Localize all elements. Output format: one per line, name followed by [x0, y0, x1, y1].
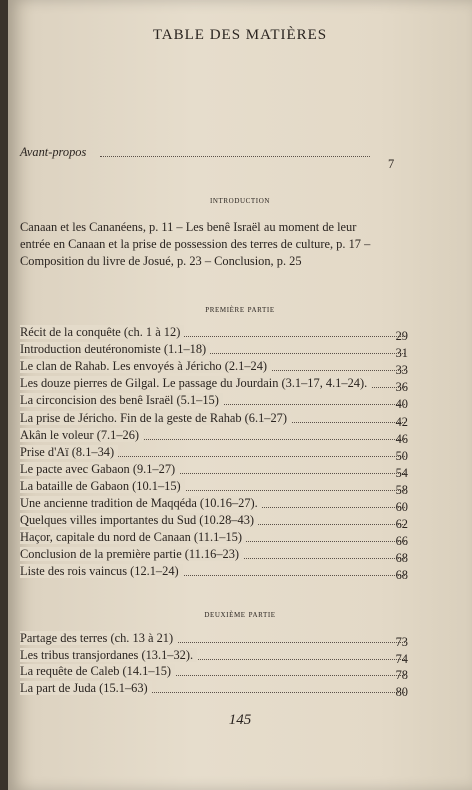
toc-entry	[20, 427, 405, 443]
toc-entry-page: 31	[395, 346, 408, 361]
toc-entry-label: Liste des rois vaincus (12.1–24)	[20, 564, 183, 578]
toc-entry	[20, 680, 405, 696]
toc-entry	[20, 444, 405, 460]
toc-entry-label: Prise d'Aï (8.1–34)	[20, 445, 118, 459]
toc-entry-label: La prise de Jéricho. Fin de la geste de Rahab (6.1–27)	[20, 411, 291, 425]
avant-propos-page: 7	[388, 157, 395, 171]
toc-entry	[20, 495, 405, 511]
leader-dots	[100, 156, 370, 157]
toc-entry-label: Le clan de Rahab. Les envoyés à Jéricho (2.1–24)	[20, 359, 271, 373]
toc-entry	[20, 529, 405, 545]
page-title: TABLE DES MATIÈRES	[152, 27, 328, 43]
toc-entry-page: 46	[395, 431, 408, 446]
toc-entry-label: Conclusion de la première partie (11.16–23)	[20, 547, 243, 561]
toc-entry-label: La part de Juda (15.1–63)	[20, 681, 152, 695]
toc-entry-label: Haçor, capitale du nord de Canaan (11.1–15)	[20, 530, 246, 544]
toc-entry	[20, 375, 405, 391]
toc-entry-label: Quelques villes importantes du Sud (10.28–43)	[20, 513, 258, 527]
toc-entry	[20, 512, 405, 528]
book-page	[8, 0, 472, 790]
toc-entry-page: 80	[395, 684, 408, 699]
toc-entry-page: 58	[395, 482, 408, 497]
toc-entry-page: 60	[395, 500, 408, 514]
toc-entry-page: 73	[395, 635, 408, 649]
toc-entry	[20, 358, 405, 374]
toc-entry-page: 50	[395, 448, 408, 463]
toc-entry-page: 40	[395, 397, 408, 412]
page-number: 145	[228, 712, 252, 728]
section-heading-introduction: introduction	[209, 196, 271, 206]
toc-entry	[20, 630, 405, 646]
avant-propos-label: Avant-propos	[20, 145, 87, 159]
toc-entry	[20, 563, 405, 579]
toc-entry	[20, 647, 405, 663]
toc-entry	[20, 392, 405, 408]
toc-entry-label: Les douze pierres de Gilgal. Le passage du Jourdain (3.1–17, 4.1–24).	[20, 376, 371, 390]
toc-entry-label: Une ancienne tradition de Maqqéda (10.16–27).	[20, 496, 262, 510]
toc-entry-page: 36	[395, 380, 408, 395]
toc-entry-label: La circoncision des benê Israël (5.1–15)	[20, 393, 223, 407]
toc-entry	[20, 478, 405, 494]
toc-entry-label: La requête de Caleb (14.1–15)	[20, 664, 175, 678]
toc-entry-page: 33	[395, 363, 408, 378]
toc-entry-page: 68	[395, 568, 408, 583]
section-heading-premiere-partie: première partie	[205, 305, 275, 315]
toc-entry	[20, 410, 405, 426]
toc-entry-label: La bataille de Gabaon (10.1–15)	[20, 479, 185, 493]
toc-entry-label: Akân le voleur (7.1–26)	[20, 428, 143, 442]
toc-entry-page: 54	[395, 465, 408, 480]
toc-entry	[20, 663, 405, 679]
toc-entry-page: 68	[395, 551, 408, 566]
toc-entry-page: 62	[395, 517, 408, 532]
introduction-line: Composition du livre de Josué, p. 23 – Conclusion, p. 25	[20, 254, 302, 268]
introduction-line: Canaan et les Cananéens, p. 11 – Les benê Israël au moment de leur	[20, 220, 357, 234]
toc-entry-page: 29	[395, 329, 408, 343]
toc-entry-label: Introduction deutéronomiste (1.1–18)	[20, 342, 210, 356]
introduction-paragraph	[20, 219, 460, 270]
toc-entry	[20, 341, 405, 357]
toc-entry-label: Les tribus transjordanes (13.1–32).	[20, 648, 197, 662]
toc-entry-page: 42	[395, 414, 408, 429]
toc-entry-label: Partage des terres (ch. 13 à 21)	[20, 631, 177, 645]
toc-entry-page: 78	[395, 668, 408, 682]
toc-entry	[20, 546, 405, 562]
toc-entry-label: Récit de la conquête (ch. 1 à 12)	[20, 325, 184, 339]
introduction-line: entrée en Canaan et la prise de possession des terres de culture, p. 17 –	[20, 237, 371, 251]
toc-entry-page: 66	[395, 534, 408, 549]
toc-entry-label: Le pacte avec Gabaon (9.1–27)	[20, 462, 179, 476]
toc-entry	[20, 324, 405, 340]
toc-entry	[20, 461, 405, 477]
section-heading-deuxieme-partie: deuxième partie	[204, 610, 276, 620]
toc-entry-page: 74	[395, 651, 408, 666]
